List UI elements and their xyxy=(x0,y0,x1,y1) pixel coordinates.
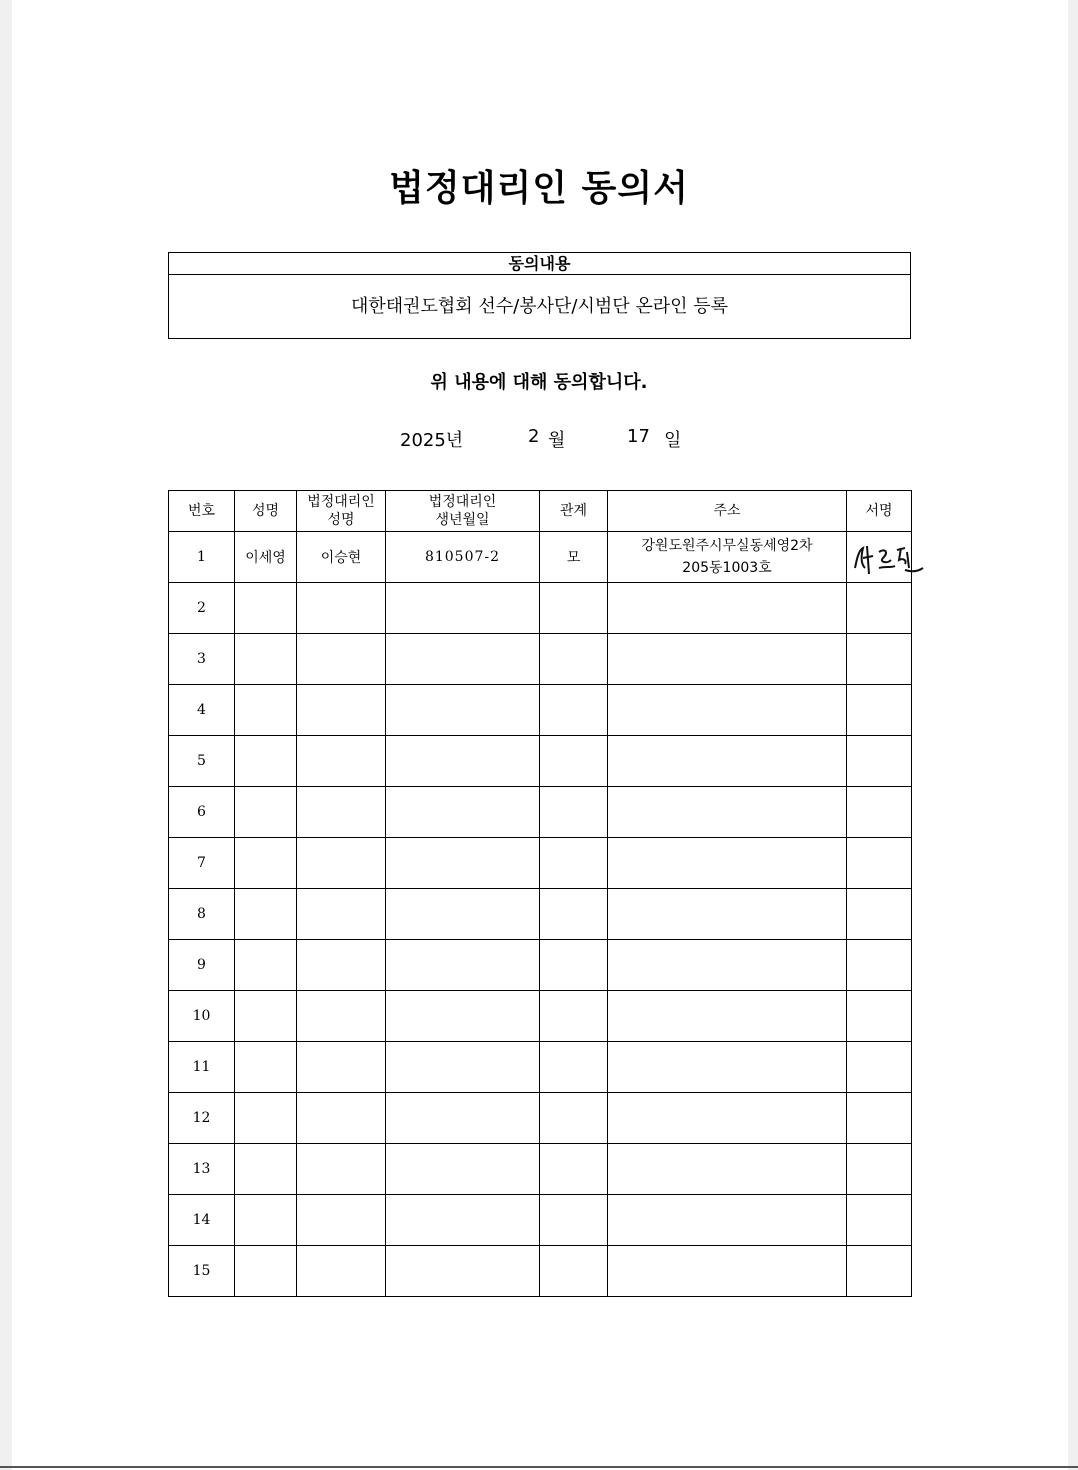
row-relation xyxy=(540,583,608,634)
row-guardian-name xyxy=(297,1042,386,1093)
row-signature xyxy=(847,685,912,736)
guardian-table xyxy=(168,490,912,1297)
row-relation xyxy=(540,1246,608,1297)
row-guardian-birth xyxy=(386,1042,540,1093)
row-guardian-birth xyxy=(386,1093,540,1144)
header-name: 성명 xyxy=(235,491,297,532)
row-signature xyxy=(847,1042,912,1093)
table-row xyxy=(169,787,912,838)
row-number: 9 xyxy=(169,940,235,991)
row-relation xyxy=(540,889,608,940)
row-address xyxy=(608,1195,847,1246)
date-day-unit: 일 xyxy=(664,430,682,451)
row-guardian-name xyxy=(297,736,386,787)
row-relation xyxy=(540,1093,608,1144)
date-year: 2025년 xyxy=(400,430,464,451)
row-guardian-name xyxy=(297,1093,386,1144)
table-row xyxy=(169,532,912,583)
row-signature xyxy=(847,940,912,991)
header-guardian-name: 법정대리인 성명 xyxy=(297,491,386,532)
row-relation xyxy=(540,1195,608,1246)
agree-statement: 위 내용에 대해 동의합니다. xyxy=(430,372,648,393)
row-number: 14 xyxy=(169,1195,235,1246)
row-guardian-name xyxy=(297,991,386,1042)
consent-box xyxy=(168,252,911,339)
row-guardian-birth xyxy=(386,1144,540,1195)
row-address xyxy=(608,991,847,1042)
row-number: 1 xyxy=(169,532,235,583)
row-signature xyxy=(847,889,912,940)
row-address xyxy=(608,685,847,736)
row-guardian-birth xyxy=(386,583,540,634)
header-guardian-birth: 법정대리인 생년월일 xyxy=(386,491,540,532)
row-address xyxy=(608,532,847,583)
row-relation xyxy=(540,787,608,838)
row-address xyxy=(608,889,847,940)
table-row xyxy=(169,1195,912,1246)
table-row xyxy=(169,583,912,634)
row-signature xyxy=(847,1195,912,1246)
row-address xyxy=(608,1093,847,1144)
table-row xyxy=(169,1246,912,1297)
row-signature xyxy=(847,991,912,1042)
date-month-value: 2 xyxy=(528,426,540,447)
row-address xyxy=(608,583,847,634)
row-guardian-birth xyxy=(386,736,540,787)
table-row xyxy=(169,1144,912,1195)
row-signature xyxy=(847,838,912,889)
consent-content: 대한태권도협회 선수/봉사단/시범단 온라인 등록 xyxy=(350,296,729,317)
header-address: 주소 xyxy=(608,491,847,532)
row-name: 이세영 xyxy=(235,532,297,583)
table-row xyxy=(169,736,912,787)
row-relation xyxy=(540,685,608,736)
row-name xyxy=(235,583,297,634)
row-guardian-name xyxy=(297,634,386,685)
row-relation xyxy=(540,991,608,1042)
row-signature xyxy=(847,583,912,634)
row-number: 2 xyxy=(169,583,235,634)
row-name xyxy=(235,1093,297,1144)
row-guardian-name xyxy=(297,838,386,889)
row-name xyxy=(235,787,297,838)
date-month-unit: 월 xyxy=(548,430,566,451)
address-line-1: 강원도원주시무실동세영2차 xyxy=(641,538,813,554)
table-row xyxy=(169,1093,912,1144)
row-signature xyxy=(847,1144,912,1195)
row-guardian-name: 이승현 xyxy=(297,532,386,583)
table-row xyxy=(169,1042,912,1093)
row-address xyxy=(608,1246,847,1297)
row-guardian-birth xyxy=(386,634,540,685)
row-relation xyxy=(540,940,608,991)
row-name xyxy=(235,838,297,889)
table-row xyxy=(169,838,912,889)
row-name xyxy=(235,1195,297,1246)
date-day-value: 17 xyxy=(627,426,650,447)
row-address xyxy=(608,787,847,838)
row-name xyxy=(235,1144,297,1195)
row-number: 8 xyxy=(169,889,235,940)
row-relation xyxy=(540,736,608,787)
row-guardian-name xyxy=(297,1195,386,1246)
row-guardian-birth xyxy=(386,940,540,991)
row-number: 11 xyxy=(169,1042,235,1093)
header-number: 번호 xyxy=(169,491,235,532)
row-name xyxy=(235,736,297,787)
row-guardian-birth xyxy=(386,838,540,889)
row-name xyxy=(235,1042,297,1093)
row-relation xyxy=(540,1042,608,1093)
row-address xyxy=(608,736,847,787)
row-relation xyxy=(540,1144,608,1195)
row-relation: 모 xyxy=(540,532,608,583)
row-signature xyxy=(847,787,912,838)
row-number: 7 xyxy=(169,838,235,889)
row-guardian-name xyxy=(297,685,386,736)
row-name xyxy=(235,991,297,1042)
row-name xyxy=(235,1246,297,1297)
row-address xyxy=(608,1042,847,1093)
row-guardian-name xyxy=(297,940,386,991)
header-signature: 서명 xyxy=(847,491,912,532)
row-signature xyxy=(847,736,912,787)
row-number: 15 xyxy=(169,1246,235,1297)
row-signature xyxy=(847,1093,912,1144)
row-signature xyxy=(847,1246,912,1297)
row-number: 5 xyxy=(169,736,235,787)
table-header-row xyxy=(169,491,912,532)
row-guardian-birth xyxy=(386,1246,540,1297)
row-relation xyxy=(540,838,608,889)
row-number: 4 xyxy=(169,685,235,736)
consent-heading: 동의내용 xyxy=(169,253,910,275)
row-relation xyxy=(540,634,608,685)
row-number: 13 xyxy=(169,1144,235,1195)
row-guardian-birth xyxy=(386,889,540,940)
document-title: 법정대리인 동의서 xyxy=(389,168,689,209)
row-address xyxy=(608,838,847,889)
row-guardian-birth xyxy=(386,787,540,838)
row-guardian-birth xyxy=(386,991,540,1042)
row-guardian-birth xyxy=(386,1195,540,1246)
table-row xyxy=(169,991,912,1042)
row-name xyxy=(235,940,297,991)
row-address xyxy=(608,1144,847,1195)
page-bottom-rule xyxy=(0,1466,1078,1468)
row-number: 10 xyxy=(169,991,235,1042)
row-address xyxy=(608,634,847,685)
header-relation: 관계 xyxy=(540,491,608,532)
table-row xyxy=(169,685,912,736)
row-name xyxy=(235,685,297,736)
address-line-2: 205동1003호 xyxy=(682,560,772,576)
table-row xyxy=(169,634,912,685)
table-row xyxy=(169,889,912,940)
row-guardian-birth xyxy=(386,685,540,736)
row-guardian-name xyxy=(297,787,386,838)
row-guardian-name xyxy=(297,889,386,940)
row-guardian-name xyxy=(297,1246,386,1297)
handwritten-signature xyxy=(849,538,929,578)
row-address xyxy=(608,940,847,991)
row-number: 3 xyxy=(169,634,235,685)
row-signature xyxy=(847,634,912,685)
row-guardian-birth: 810507-2 xyxy=(386,532,540,583)
row-name xyxy=(235,634,297,685)
row-number: 12 xyxy=(169,1093,235,1144)
table-row xyxy=(169,940,912,991)
row-number: 6 xyxy=(169,787,235,838)
row-signature xyxy=(847,532,912,583)
row-guardian-name xyxy=(297,1144,386,1195)
row-name xyxy=(235,889,297,940)
row-guardian-name xyxy=(297,583,386,634)
